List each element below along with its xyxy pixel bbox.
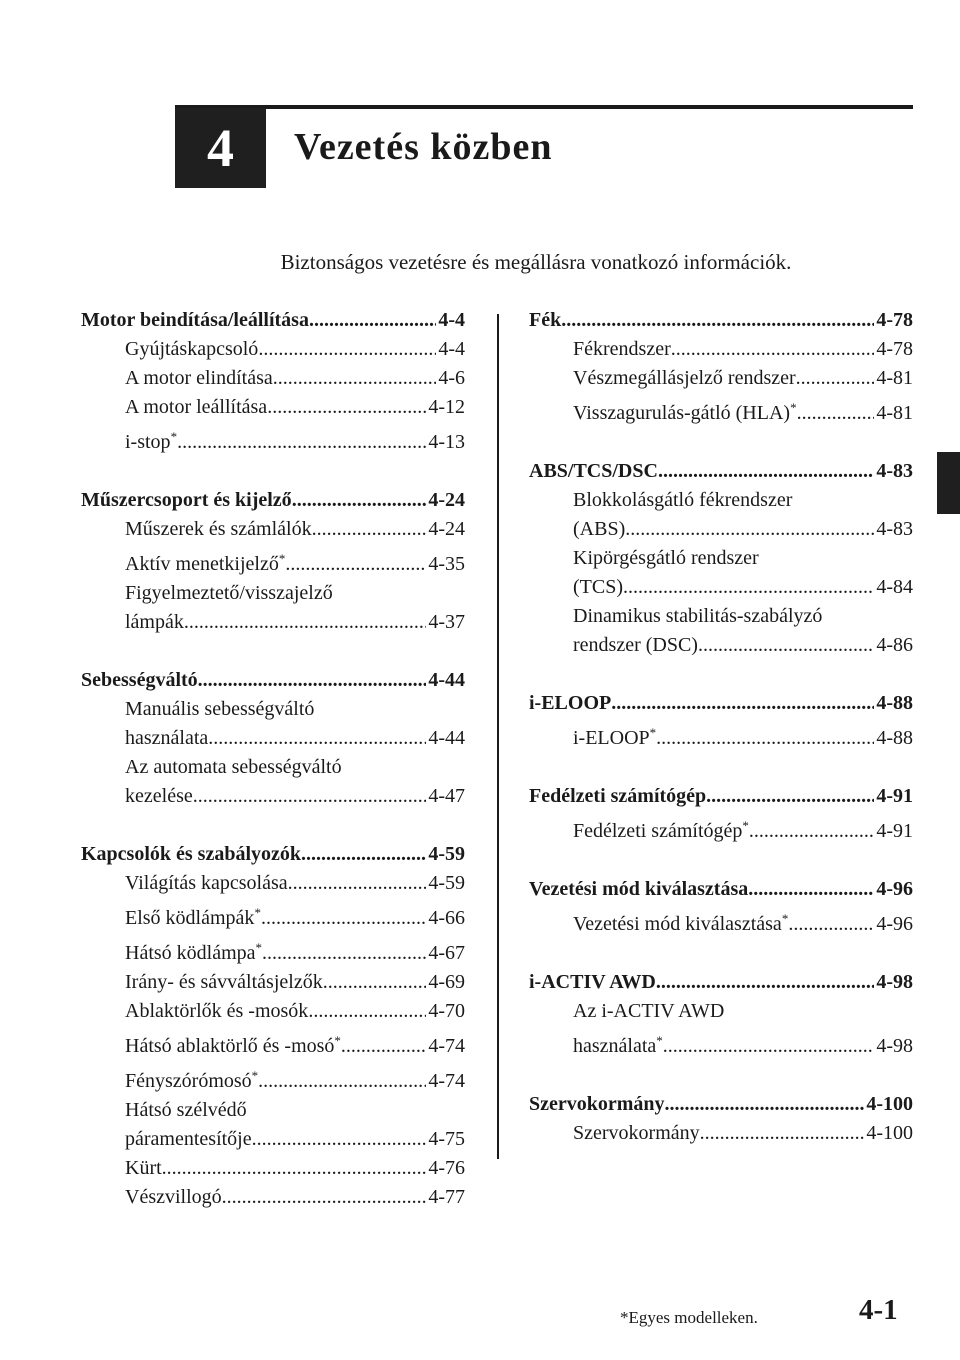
- toc-entry[interactable]: [81, 364, 465, 393]
- toc-entry-label: [573, 811, 749, 846]
- toc-entry-page: 4-44: [428, 727, 465, 749]
- toc-entry-label: [125, 1125, 252, 1154]
- toc-entry-text: Vezetési mód kiválasztása: [573, 913, 782, 935]
- toc-entry-page: 4-76: [428, 1157, 465, 1179]
- toc-section-heading[interactable]: [81, 486, 465, 515]
- toc-entry-page: 4-75: [428, 1128, 465, 1150]
- toc-entry-text: használata: [573, 1035, 657, 1057]
- toc-heading-page: 4-24: [428, 489, 465, 511]
- footnote-star-marker: *: [278, 551, 286, 566]
- toc-leader-dots: [788, 910, 874, 939]
- toc-entry[interactable]: [81, 782, 465, 811]
- toc-heading-label: Műszercsoport és kijelző: [81, 489, 292, 511]
- toc-entry[interactable]: [81, 869, 465, 898]
- toc-entry-label: [125, 1026, 341, 1061]
- toc-entry-page: 4-77: [428, 1186, 465, 1208]
- toc-entry-page: 4-96: [876, 913, 913, 935]
- toc-leader-dots: [262, 939, 426, 968]
- toc-heading-page: 4-78: [876, 309, 913, 331]
- toc-leader-dots: [198, 666, 427, 695]
- footnote-star-marker: *: [254, 905, 261, 920]
- chapter-subtitle: Biztonságos vezetésre és megállásra vonatkozó információk.: [280, 250, 792, 274]
- toc-entry-page: 4-67: [428, 942, 465, 964]
- toc-leader-dots: [663, 1032, 875, 1061]
- toc-entry[interactable]: [81, 608, 465, 637]
- toc-entry-page: 4-66: [428, 907, 465, 929]
- toc-section-heading[interactable]: [529, 1090, 913, 1119]
- toc-entry-line: [81, 579, 465, 608]
- toc-heading-label: Szervokormány: [529, 1093, 665, 1115]
- toc-leader-dots: [623, 573, 874, 602]
- toc-entry[interactable]: [81, 515, 465, 544]
- toc-heading-label: Kapcsolók és szabályozók: [81, 843, 302, 865]
- toc-entry-label-line1: Kipörgésgátló rendszer: [573, 547, 759, 569]
- toc-entry[interactable]: [81, 898, 465, 933]
- toc-entry-label: [125, 724, 208, 753]
- toc-entry-label: [573, 904, 788, 939]
- toc-entry[interactable]: [81, 997, 465, 1026]
- toc-leader-dots: [309, 306, 436, 335]
- toc-leader-dots: [656, 724, 874, 753]
- toc-entry[interactable]: [529, 904, 913, 939]
- toc-leader-dots: [611, 689, 874, 718]
- toc-entry[interactable]: [81, 393, 465, 422]
- toc-entry[interactable]: [529, 1026, 913, 1061]
- toc-entry[interactable]: [81, 724, 465, 753]
- toc-leader-dots: [625, 515, 874, 544]
- toc-entry-text: Világítás kapcsolása: [125, 872, 288, 894]
- toc-entry[interactable]: [81, 1026, 465, 1061]
- toc-leader-dots: [749, 817, 874, 846]
- toc-heading-label: Fék: [529, 309, 562, 331]
- toc-entry-label: [573, 1026, 663, 1061]
- toc-leader-dots: [308, 997, 426, 1026]
- toc-entry-page: 4-84: [876, 576, 913, 598]
- toc-entry-text: Gyújtáskapcsoló: [125, 338, 259, 360]
- toc-entry-label-line1: Az i-ACTIV AWD: [573, 1000, 725, 1022]
- toc-entry-label: [573, 573, 623, 602]
- toc-entry-page: 4-86: [876, 634, 913, 656]
- toc-entry-text: Irány- és sávváltásjelzők: [125, 971, 323, 993]
- toc-leader-dots: [656, 968, 874, 997]
- toc-entry-text: Fényszórómosó: [125, 1070, 252, 1092]
- page-number: 4-1: [859, 1294, 898, 1326]
- toc-entry[interactable]: [81, 933, 465, 968]
- toc-leader-dots: [208, 724, 426, 753]
- toc-section-heading[interactable]: [529, 689, 913, 718]
- toc-entry-page: 4-98: [876, 1035, 913, 1057]
- toc-entry-label: [573, 631, 698, 660]
- toc-entry-label-line1: Hátsó szélvédő: [125, 1099, 247, 1121]
- toc-entry-page: 4-100: [866, 1122, 913, 1144]
- toc-leader-dots: [301, 840, 426, 869]
- toc-leader-dots: [252, 1125, 427, 1154]
- toc-leader-dots: [258, 335, 436, 364]
- toc-entry-text: A motor elindítása: [125, 367, 273, 389]
- column-divider: [497, 314, 499, 1159]
- toc-entry-label: [573, 515, 625, 544]
- toc-entry-page: 4-13: [428, 431, 465, 453]
- toc-section: [529, 875, 913, 939]
- toc-entry-line: [81, 1096, 465, 1125]
- toc-entry[interactable]: [81, 1061, 465, 1096]
- chapter-number: 4: [207, 118, 234, 178]
- toc-entry[interactable]: [81, 422, 465, 457]
- toc-leader-dots: [184, 608, 426, 637]
- toc-entry[interactable]: [529, 573, 913, 602]
- footnote-star-marker: *: [649, 725, 657, 740]
- toc-entry-page: 4-78: [876, 338, 913, 360]
- toc-leader-dots: [285, 550, 426, 579]
- toc-entry-text: lámpák: [125, 611, 184, 633]
- toc-entry-label: [573, 335, 671, 364]
- toc-entry-text: (ABS): [573, 518, 626, 540]
- toc-entry-page: 4-4: [438, 338, 465, 360]
- toc-entry-line: [81, 695, 465, 724]
- toc-entry[interactable]: [529, 718, 913, 753]
- toc-heading-page: 4-91: [876, 785, 913, 807]
- footnote: *Egyes modelleken.: [620, 1308, 758, 1327]
- toc-entry-label: [125, 1183, 222, 1212]
- toc-entry[interactable]: [529, 364, 913, 393]
- toc-entry-label: [573, 393, 797, 428]
- toc-leader-dots: [312, 515, 427, 544]
- toc-entry-page: 4-74: [428, 1070, 465, 1092]
- toc-leader-dots: [222, 1183, 427, 1212]
- toc-entry-label-line1: Blokkolásgátló fékrendszer: [573, 489, 793, 511]
- toc-leader-dots: [267, 393, 426, 422]
- toc-entry-label: [125, 422, 177, 457]
- toc-entry-page: 4-69: [428, 971, 465, 993]
- toc-entry-label-line1: Dinamikus stabilitás-szabályzó: [573, 605, 823, 627]
- toc-leader-dots: [665, 1090, 865, 1119]
- toc-entry-label: [125, 869, 288, 898]
- toc-entry-text: Szervokormány: [573, 1122, 700, 1144]
- toc-heading-page: 4-59: [428, 843, 465, 865]
- toc-entry[interactable]: [81, 968, 465, 997]
- toc-entry-label: [125, 1061, 258, 1096]
- toc-section: [529, 1090, 913, 1148]
- toc-entry-text: Vészmegállásjelző rendszer: [573, 367, 796, 389]
- toc-entry-text: Első ködlámpák: [125, 907, 255, 929]
- top-rule: [175, 105, 913, 109]
- toc-entry-label: [573, 364, 796, 393]
- toc-entry-text: Hátsó ablaktörlő és -mosó: [125, 1035, 335, 1057]
- toc-entry-text: (TCS): [573, 576, 623, 598]
- toc-entry-label: [125, 544, 285, 579]
- toc-leader-dots: [700, 1119, 865, 1148]
- toc-entry[interactable]: [81, 1154, 465, 1183]
- toc-entry-line: [529, 997, 913, 1026]
- toc-entry-label: [573, 1119, 700, 1148]
- toc-entry-page: 4-91: [876, 820, 913, 842]
- toc-entry[interactable]: [529, 631, 913, 660]
- toc-heading-label: i-ELOOP: [529, 692, 612, 714]
- toc-entry-label: [125, 393, 267, 422]
- toc-leader-dots: [177, 428, 426, 457]
- toc-entry-line: [529, 602, 913, 631]
- toc-entry-label: [125, 515, 312, 544]
- toc-entry-label-line1: Manuális sebességváltó: [125, 698, 315, 720]
- toc-leader-dots: [193, 782, 427, 811]
- toc-entry-page: 4-81: [876, 402, 913, 424]
- chapter-number-box: [175, 108, 266, 188]
- footnote-star-marker: *: [742, 818, 749, 833]
- toc-entry-label: [125, 608, 184, 637]
- toc-section-heading[interactable]: [81, 840, 465, 869]
- toc-leader-dots: [292, 486, 427, 515]
- toc-entry-text: i-ELOOP: [573, 727, 650, 749]
- toc-entry[interactable]: [529, 811, 913, 846]
- toc-section: [81, 666, 465, 811]
- toc-entry-page: 4-59: [428, 872, 465, 894]
- toc-entry-text: Vészvillogó: [125, 1186, 222, 1208]
- toc-leader-dots: [797, 399, 875, 428]
- toc-section-heading[interactable]: [529, 457, 913, 486]
- toc-heading-label: i-ACTIV AWD: [529, 971, 656, 993]
- toc-entry[interactable]: [529, 335, 913, 364]
- toc-heading-page: 4-4: [438, 309, 465, 331]
- toc-leader-dots: [341, 1032, 426, 1061]
- toc-entry-text: Ablaktörlők és -mosók: [125, 1000, 309, 1022]
- toc-entry-page: 4-35: [428, 553, 465, 575]
- toc-entry-text: Fékrendszer: [573, 338, 671, 360]
- toc-leader-dots: [706, 782, 874, 811]
- footnote-star-marker: *: [251, 1068, 259, 1083]
- footnote-star-marker: *: [255, 940, 263, 955]
- toc-entry-text: rendszer (DSC): [573, 634, 698, 656]
- toc-leader-dots: [258, 1067, 426, 1096]
- toc-section-heading[interactable]: [529, 306, 913, 335]
- toc-section-heading[interactable]: [529, 782, 913, 811]
- toc-heading-page: 4-96: [876, 878, 913, 900]
- toc-heading-page: 4-83: [876, 460, 913, 482]
- toc-section: [529, 457, 913, 660]
- toc-entry[interactable]: [81, 1125, 465, 1154]
- toc-entry-page: 4-70: [428, 1000, 465, 1022]
- toc-entry-text: Visszagurulás-gátló (HLA): [573, 402, 791, 424]
- toc-entry-page: 4-37: [428, 611, 465, 633]
- toc-section-heading[interactable]: [81, 306, 465, 335]
- toc-entry[interactable]: [529, 393, 913, 428]
- toc-heading-label: Motor beindítása/leállítása: [81, 309, 309, 331]
- toc-entry-page: 4-81: [876, 367, 913, 389]
- toc-entry[interactable]: [529, 1119, 913, 1148]
- toc-entry-label: [125, 364, 273, 393]
- chapter-side-tab: [937, 452, 960, 514]
- toc-heading-label: Sebességváltó: [81, 669, 198, 691]
- toc-entry[interactable]: [81, 544, 465, 579]
- toc-leader-dots: [273, 364, 437, 393]
- toc-leader-dots: [658, 457, 874, 486]
- toc-entry[interactable]: [529, 515, 913, 544]
- toc-entry-label: [125, 968, 323, 997]
- toc-entry-text: Műszerek és számlálók: [125, 518, 312, 540]
- toc-entry[interactable]: [81, 335, 465, 364]
- toc-entry-text: használata: [125, 727, 209, 749]
- toc-leader-dots: [671, 335, 875, 364]
- toc-section: [529, 306, 913, 428]
- toc-section: [81, 306, 465, 457]
- toc-entry-text: A motor leállítása: [125, 396, 268, 418]
- footnote-star-marker: *: [781, 911, 789, 926]
- toc-entry-text: páramentesítője: [125, 1128, 252, 1150]
- footnote-star-marker: *: [170, 429, 178, 444]
- toc-leader-dots: [261, 904, 426, 933]
- footnote-star-marker: *: [334, 1033, 341, 1048]
- toc-leader-dots: [748, 875, 874, 904]
- toc-entry-page: 4-74: [428, 1035, 465, 1057]
- toc-entry-page: 4-24: [428, 518, 465, 540]
- toc-entry-label: [125, 997, 308, 1026]
- toc-leader-dots: [561, 306, 874, 335]
- toc-section: [81, 486, 465, 637]
- toc-left-column: [81, 306, 465, 1241]
- toc-entry-page: 4-83: [876, 518, 913, 540]
- toc-entry-label: [125, 1154, 162, 1183]
- toc-right-column: [529, 306, 913, 1177]
- toc-section: [529, 689, 913, 753]
- toc-entry-text: Aktív menetkijelző: [125, 553, 279, 575]
- toc-entry-text: i-stop: [125, 431, 171, 453]
- toc-entry-text: kezelése: [125, 785, 193, 807]
- toc-entry-text: Kürt: [125, 1157, 162, 1179]
- chapter-title: Vezetés közben: [294, 126, 553, 168]
- toc-leader-dots: [162, 1154, 427, 1183]
- toc-heading-page: 4-44: [428, 669, 465, 691]
- toc-section: [529, 782, 913, 846]
- toc-leader-dots: [323, 968, 427, 997]
- toc-entry-label: [125, 335, 258, 364]
- footnote-star-marker: *: [656, 1033, 663, 1048]
- toc-entry-page: 4-47: [428, 785, 465, 807]
- toc-entry-label: [125, 898, 261, 933]
- toc-section: [529, 968, 913, 1061]
- toc-entry-line: [529, 544, 913, 573]
- toc-section-heading[interactable]: [81, 666, 465, 695]
- toc-section: [81, 840, 465, 1212]
- toc-heading-page: 4-100: [866, 1093, 913, 1115]
- toc-leader-dots: [698, 631, 874, 660]
- toc-entry-label: [125, 782, 193, 811]
- toc-entry-text: Hátsó ködlámpa: [125, 942, 256, 964]
- toc-section-heading[interactable]: [529, 968, 913, 997]
- toc-entry-label-line1: Figyelmeztető/visszajelző: [125, 582, 333, 604]
- toc-entry-label-line1: Az automata sebességváltó: [125, 756, 342, 778]
- footnote-star-marker: *: [790, 400, 797, 415]
- toc-entry-line: [81, 753, 465, 782]
- toc-entry[interactable]: [81, 1183, 465, 1212]
- toc-leader-dots: [288, 869, 427, 898]
- toc-entry-page: 4-88: [876, 727, 913, 749]
- toc-heading-page: 4-98: [876, 971, 913, 993]
- toc-entry-label: [573, 718, 656, 753]
- toc-heading-label: Vezetési mód kiválasztása: [529, 878, 749, 900]
- toc-entry-line: [529, 486, 913, 515]
- toc-leader-dots: [796, 364, 875, 393]
- toc-heading-label: Fedélzeti számítógép: [529, 785, 707, 807]
- toc-entry-text: Fedélzeti számítógép: [573, 820, 743, 842]
- toc-section-heading[interactable]: [529, 875, 913, 904]
- toc-heading-label: ABS/TCS/DSC: [529, 460, 658, 482]
- toc-entry-page: 4-6: [438, 367, 465, 389]
- toc-entry-label: [125, 933, 262, 968]
- toc-heading-page: 4-88: [876, 692, 913, 714]
- toc-entry-page: 4-12: [428, 396, 465, 418]
